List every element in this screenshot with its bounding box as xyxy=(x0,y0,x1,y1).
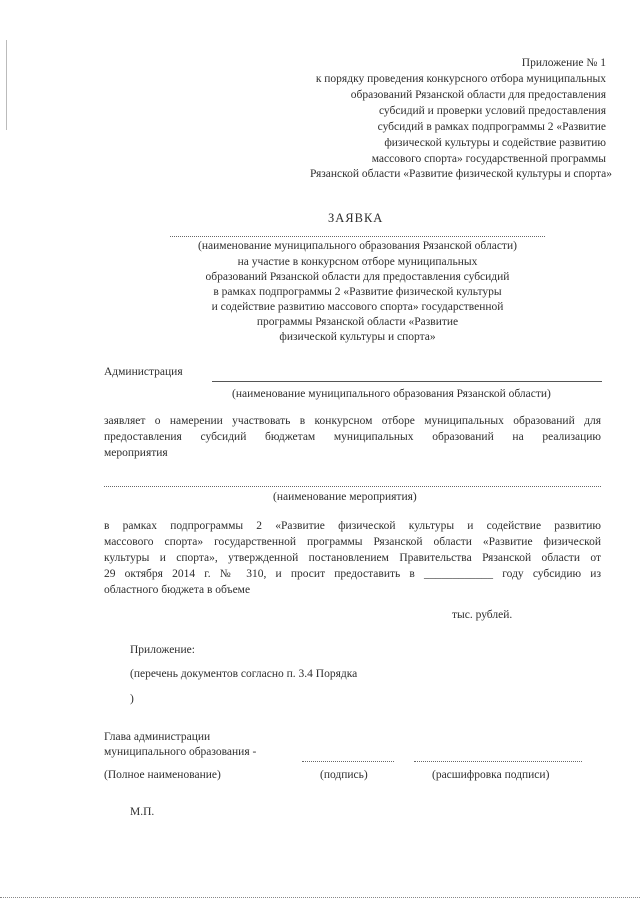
title-line-2: образований Рязанской области для предоставления субсидий xyxy=(205,271,510,283)
header-line-5: субсидий в рамках подпрограммы 2 «Развитие xyxy=(377,121,606,133)
header-line-3: образований Рязанской области для предоставления xyxy=(350,89,606,101)
program-line-4: 29 октября 2014 г. № 310, и просит предоставить в ____________ году субсидию из xyxy=(104,568,601,580)
attachment-close: ) xyxy=(130,693,134,705)
signature-field xyxy=(302,761,394,762)
caption-signature-decode: (расшифровка подписи) xyxy=(432,769,550,781)
admin-label: Администрация xyxy=(104,366,183,378)
admin-name-field xyxy=(212,381,602,382)
header-line-4: субсидий и проверки условий предоставления xyxy=(378,105,606,117)
event-name-field xyxy=(104,486,601,487)
program-line-1: в рамках подпрограммы 2 «Развитие физической культуры и содействие развитию xyxy=(104,520,601,532)
caption-full-name: (Полное наименование) xyxy=(104,769,221,781)
scan-edge-mark xyxy=(6,40,7,130)
program-line-2: массового спорта» государственной программы Рязанской области «Развитие физической xyxy=(104,536,601,548)
attachment-text: (перечень документов согласно п. 3.4 Порядка xyxy=(130,668,358,680)
amount-unit: тыс. рублей. xyxy=(452,609,513,621)
title-line-6: физической культуры и спорта» xyxy=(279,331,436,343)
attachment-label: Приложение: xyxy=(130,644,195,656)
head-title-line-2: муниципального образования - xyxy=(104,746,257,758)
caption-signature: (подпись) xyxy=(320,769,368,781)
header-line-8: Рязанской области «Развитие физической культуры и спорта» xyxy=(310,168,612,180)
declare-line-3: мероприятия xyxy=(104,447,168,459)
stamp-place: М.П. xyxy=(130,806,155,818)
title-line-1: на участие в конкурсном отборе муниципальных xyxy=(237,256,478,268)
header-line-7: массового спорта» государственной программы xyxy=(371,153,606,165)
admin-caption: (наименование муниципального образования Рязанской области) xyxy=(232,388,551,400)
municipality-name-field xyxy=(170,236,545,237)
header-line-1: Приложение № 1 xyxy=(521,57,606,69)
municipality-caption: (наименование муниципального образования Рязанской области) xyxy=(198,240,517,252)
title-line-4: и содействие развитию массового спорта» государственной xyxy=(211,301,504,313)
declare-line-2: предоставления субсидий бюджетам муниципальных образований на реализацию xyxy=(104,431,601,443)
signature-decode-field xyxy=(414,761,582,762)
program-line-5: областного бюджета в объеме xyxy=(104,584,251,596)
document-title: ЗАЯВКА xyxy=(328,211,384,225)
header-line-6: физической культуры и содействие развитию xyxy=(384,137,606,149)
scan-bottom-edge xyxy=(0,897,640,898)
title-line-3: в рамках подпрограммы 2 «Развитие физической культуры xyxy=(213,286,502,298)
title-line-5: программы Рязанской области «Развитие xyxy=(256,316,459,328)
head-title-line-1: Глава администрации xyxy=(104,731,211,743)
program-line-3: культуры и спорта», утвержденной постановлением Правительства Рязанской области от xyxy=(104,552,601,564)
header-line-2: к порядку проведения конкурсного отбора муниципальных xyxy=(315,73,606,85)
declare-line-1: заявляет о намерении участвовать в конкурсном отборе муниципальных образований для xyxy=(104,415,601,427)
event-caption: (наименование мероприятия) xyxy=(273,491,417,503)
